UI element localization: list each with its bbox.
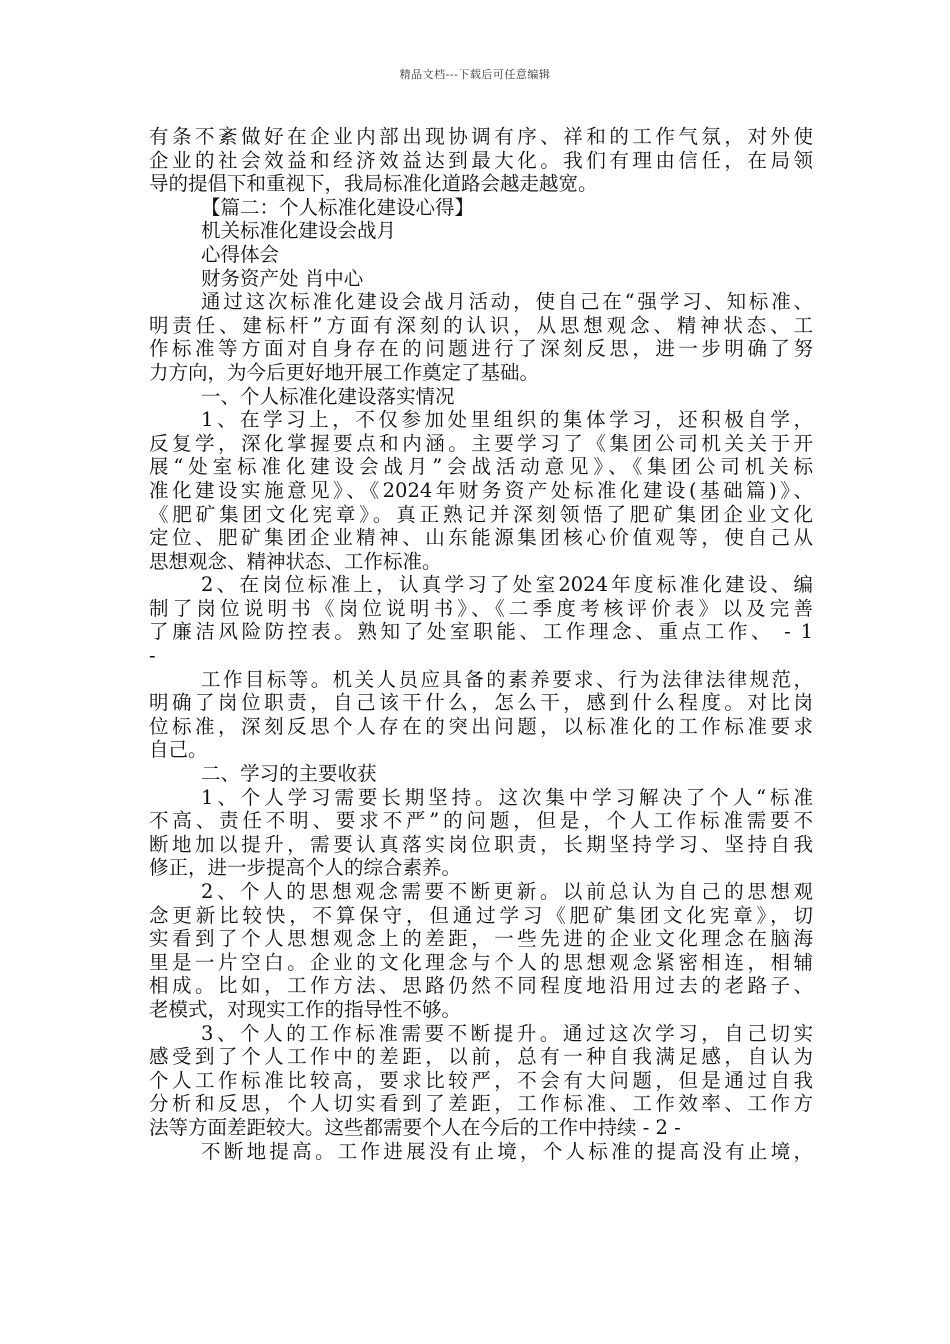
text-line: 企业的社会效益和经济效益达到最大化。我们有理由信任，在局领: [149, 148, 813, 172]
text-line: 工作目标等。机关人员应具备的素养要求、行为法律法律规范，: [201, 667, 813, 691]
page-header: 精品文档---下载后可任意编辑: [399, 68, 551, 81]
text-line: 2、在岗位标准上，认真学习了处室2024年度标准化建设、编: [201, 573, 813, 597]
text-line: 机关标准化建设会战月: [201, 219, 397, 243]
text-line: 制了岗位说明书《岗位说明书》、《二季度考核评价表》以及完善: [149, 596, 813, 620]
text-line: 财务资产处 肖中心: [201, 266, 364, 290]
text-line: 断地加以提升，需要认真落实岗位职责，长期坚持学习、坚持自我: [149, 832, 813, 856]
text-line: 1、个人学习需要长期坚持。这次集中学习解决了个人“标准: [201, 785, 813, 809]
text-line: 实看到了个人思想观念上的差距，一些先进的企业文化理念在脑海: [149, 927, 813, 951]
text-line: 老模式，对现实工作的指导性不够。: [149, 997, 462, 1021]
text-line: 反复学，深化掌握要点和内涵。主要学习了《集团公司机关关于开: [149, 431, 813, 455]
text-line: 通过这次标准化建设会战月活动，使自己在“强学习、知标准、: [201, 290, 813, 314]
text-line: 《肥矿集团文化宪章》。真正熟记并深刻领悟了肥矿集团企业文化: [149, 502, 813, 526]
text-line: 心得体会: [201, 242, 280, 266]
text-line: 展“处室标准化建设会战月”会战活动意见》、《集团公司机关标: [149, 455, 813, 479]
text-line: 个人工作标准比较高，要求比较严，不会有大问题，但是通过自我: [149, 1068, 813, 1092]
text-line: 不断地提高。工作进展没有止境，个人标准的提高没有止境，: [201, 1139, 813, 1163]
text-line: 一、个人标准化建设落实情况: [201, 384, 455, 408]
text-line: 念更新比较快，不算保守，但通过学习《肥矿集团文化宪章》，切: [149, 903, 813, 927]
text-line: 力方向，为今后更好地开展工作奠定了基础。: [149, 360, 540, 384]
text-line: 2、个人的思想观念需要不断更新。以前总认为自己的思想观: [201, 880, 813, 903]
text-line: 【篇二：个人标准化建设心得】: [201, 195, 475, 219]
text-line: 思想观念、精神状态、工作标准。: [149, 549, 442, 573]
text-line: 相成。比如，工作方法、思路仍然不同程度地沿用过去的老路子、: [149, 974, 813, 998]
text-line: 1、在学习上，不仅参加处里组织的集体学习，还积极自学，: [201, 408, 813, 432]
text-line: 感受到了个人工作中的差距，以前，总有一种自我满足感，自认为: [149, 1045, 813, 1069]
document-body: [149, 125, 813, 1163]
text-line: 有条不紊做好在企业内部出现协调有序、祥和的工作气氛，对外使: [149, 125, 813, 148]
text-line: 里是一片空白。企业的文化理念与个人的思想观念紧密相连，相辅: [149, 950, 813, 974]
text-line: 定位、肥矿集团企业精神、山东能源集团核心价值观等，使自己从: [149, 526, 813, 550]
text-line: -: [149, 644, 156, 668]
text-line: 位标准，深刻反思个人存在的突出问题，以标准化的工作标准要求: [149, 714, 813, 738]
text-line: 导的提倡下和重视下，我局标准化道路会越走越宽。: [149, 172, 598, 196]
text-line: 不高、责任不明、要求不严”的问题，但是，个人工作标准需要不: [149, 809, 813, 833]
text-line: 作标准等方面对自身存在的问题进行了深刻反思，进一步明确了努: [149, 337, 813, 361]
text-line: 3、个人的工作标准需要不断提升。通过这次学习，自己切实: [201, 1021, 813, 1045]
text-line: 修正，进一步提高个人的综合素养。: [149, 856, 462, 880]
text-line: 明确了岗位职责，自己该干什么，怎么干，感到什么程度。对比岗: [149, 691, 813, 715]
text-line: 了廉洁风险防控表。熟知了处室职能、工作理念、重点工作、 - 1: [149, 620, 813, 644]
text-line: 法等方面差距较大。这些都需要个人在今后的工作中持续 - 2 -: [149, 1115, 681, 1139]
text-line: 分析和反思，个人切实看到了差距，工作标准、工作效率、工作方: [149, 1092, 813, 1116]
text-line: 明责任、建标杆”方面有深刻的认识，从思想观念、精神状态、工: [149, 313, 813, 337]
text-line: 二、学习的主要收获: [201, 762, 377, 786]
text-line: 自己。: [149, 738, 208, 762]
text-line: 准化建设实施意见》、《2024年财务资产处标准化建设(基础篇)》、: [149, 478, 813, 502]
